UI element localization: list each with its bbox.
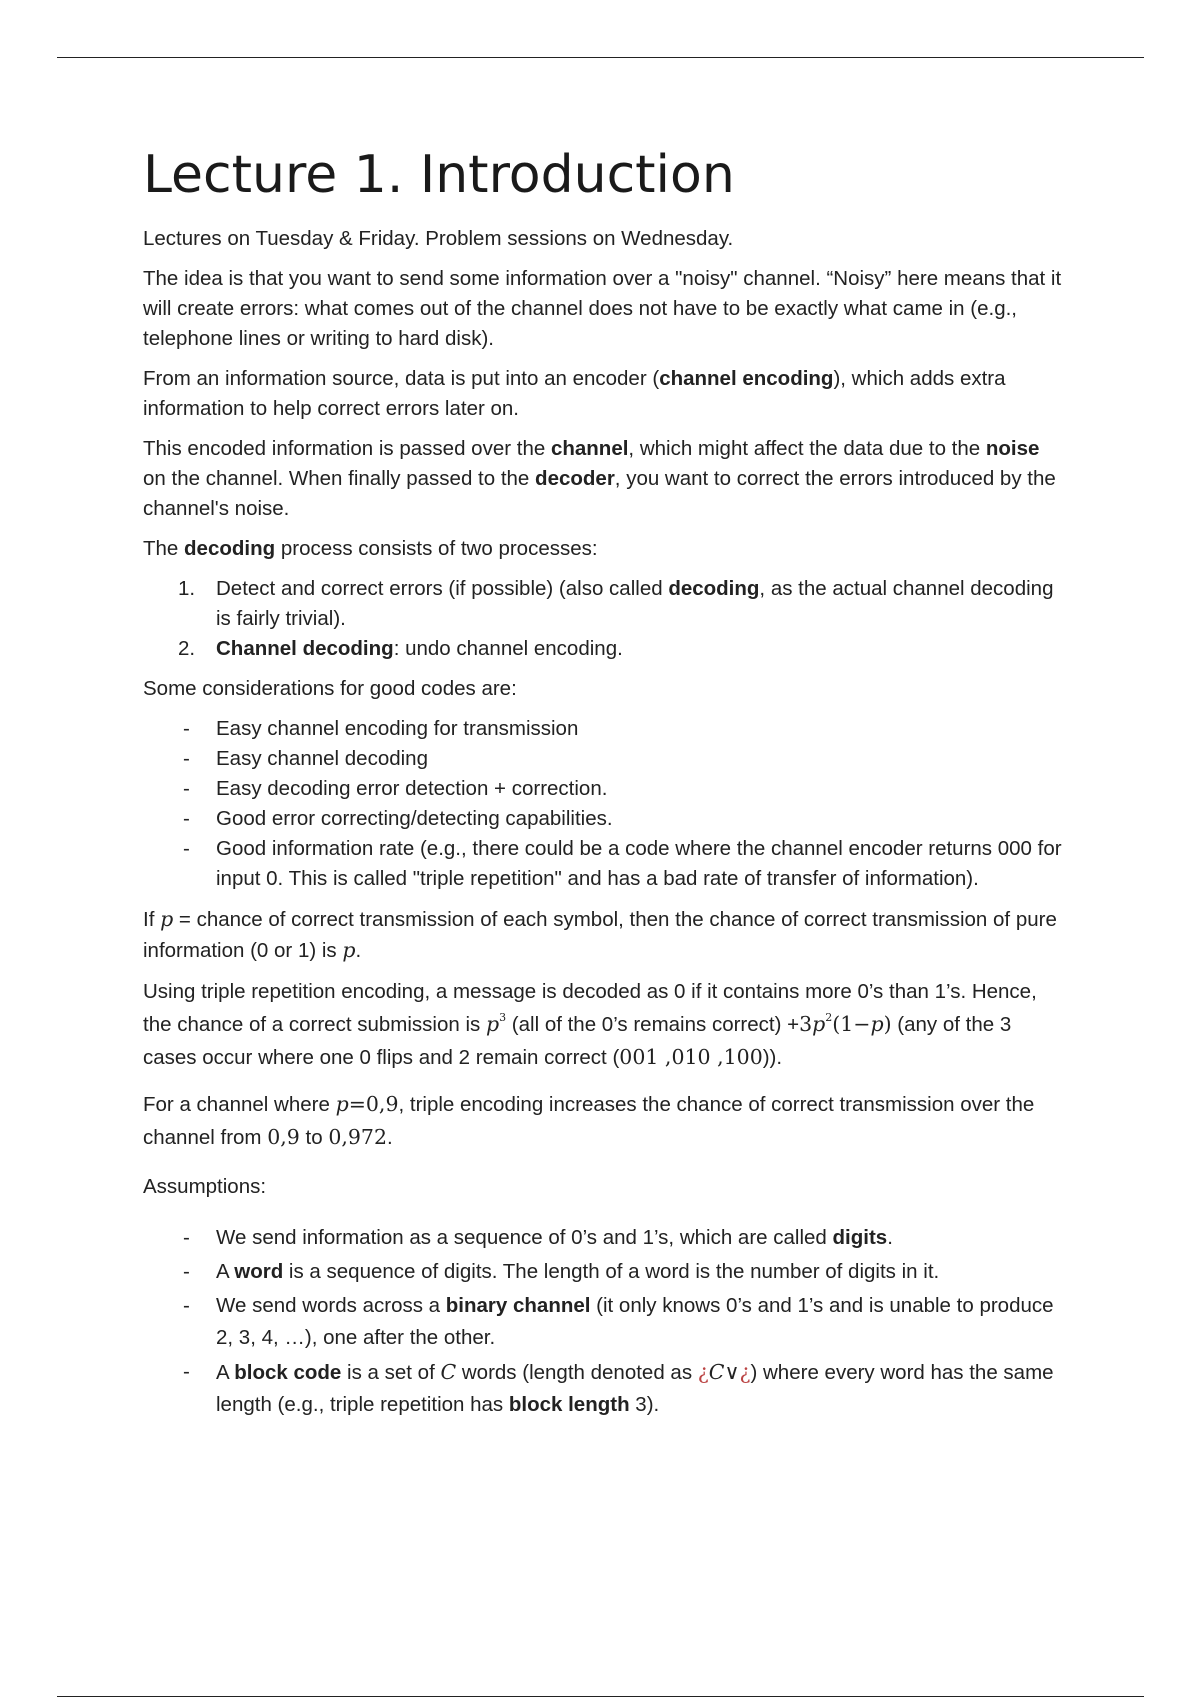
schedule-paragraph: Lectures on Tuesday & Friday. Problem sessions on Wednesday. <box>143 227 734 250</box>
math-p: p <box>812 1012 826 1036</box>
math-set: 001 ,010 ,100 <box>619 1045 763 1069</box>
bottom-rule <box>57 1696 1144 1697</box>
decoding-steps-list <box>143 574 1063 664</box>
term-channel-decoding: Channel decoding <box>216 637 394 660</box>
math-paren: ) <box>883 1012 892 1036</box>
math-exponent: 2 <box>825 1011 833 1025</box>
term-word: word <box>234 1260 284 1283</box>
considerations-intro: Some considerations for good codes are: <box>143 677 517 700</box>
term-channel: channel <box>550 437 629 460</box>
math-equals: =0,9 <box>348 1092 399 1116</box>
math-from-value: 0,9 <box>267 1125 300 1149</box>
list-item: - We send words across a binary channel (it only knows 0’s and 1’s and is unable to produce 2, 3, 4, …), one after the other. <box>183 1294 1054 1349</box>
channel-example-paragraph: For a channel where p=0,9, triple encoding increases the chance of correct transmission over the channel from 0,9 to 0,972. <box>143 1092 1035 1149</box>
math-glyph: ¿ <box>739 1360 751 1384</box>
list-item: - Easy decoding error detection + correction. <box>183 777 608 800</box>
math-p: p <box>870 1012 884 1036</box>
math-p: p <box>485 1012 500 1036</box>
list-item: - We send information as a sequence of 0’s and 1’s, which are called digits. <box>183 1226 893 1249</box>
term-channel-encoding: channel encoding <box>659 367 834 390</box>
list-item: - Easy channel encoding for transmission <box>183 717 579 740</box>
term-block-code: block code <box>234 1361 342 1384</box>
assumptions-list <box>143 1222 1063 1421</box>
math-coefficient: 3 <box>799 1012 813 1036</box>
term-noise: noise <box>985 437 1040 460</box>
list-item: - A block code is a set of C words (length denoted as ¿C∨¿) where every word has the same length (e.g., triple repetition has block length 3). <box>183 1360 1054 1416</box>
list-item: 2. Channel decoding: undo channel encoding. <box>178 637 623 660</box>
top-rule <box>57 57 1144 58</box>
math-p: p <box>342 938 356 962</box>
math-to-value: 0,972 <box>328 1125 387 1149</box>
list-item: - Good information rate (e.g., there could be a code where the channel encoder returns 000 for input 0. This is called "triple repetition" and has a bad rate of transfer of information). <box>183 837 1062 890</box>
lecture-title: Lecture 1. Introduction <box>143 145 735 205</box>
list-item: - Good error correcting/detecting capabilities. <box>183 807 613 830</box>
math-glyph: ∨ <box>724 1360 740 1384</box>
decoding-paragraph: The decoding process consists of two processes: <box>143 537 598 560</box>
noisy-channel-paragraph: The idea is that you want to send some information over a "noisy" channel. “Noisy” here means that it will create errors: what comes out of the channel does not have to be exactly what came in (e.g., telephone lines or writing to hard disk). <box>143 267 1062 350</box>
list-item: - A word is a sequence of digits. The length of a word is the number of digits in it. <box>183 1260 940 1283</box>
document-page <box>143 140 1063 1431</box>
math-c: C <box>708 1360 725 1384</box>
term-digits: digits <box>832 1226 888 1249</box>
term-binary-channel: binary channel <box>445 1294 591 1317</box>
considerations-list <box>143 714 1063 894</box>
math-paren: (1− <box>832 1012 871 1036</box>
math-p: p <box>335 1092 349 1116</box>
math-c: C <box>440 1360 457 1384</box>
list-item: 1. Detect and correct errors (if possible) (also called decoding, as the actual channel decoding is fairly trivial). <box>178 577 1054 630</box>
math-p: p <box>160 907 174 931</box>
term-block-length: block length <box>508 1393 630 1416</box>
assumptions-heading: Assumptions: <box>143 1175 267 1198</box>
probability-paragraph: If p = chance of correct transmission of each symbol, then the chance of correct transmission of pure information (0 or 1) is p. <box>143 907 1057 962</box>
encoder-paragraph: From an information source, data is put into an encoder (channel encoding), which adds extra information to help correct errors later on. <box>143 367 1006 420</box>
term-decoding: decoding <box>668 577 760 600</box>
channel-paragraph: This encoded information is passed over the channel, which might affect the data due to the noise on the channel. When finally passed to the decoder, you want to correct the errors introduced by the channel's noise. <box>143 437 1056 520</box>
math-exponent: 3 <box>499 1011 507 1025</box>
triple-repetition-paragraph: Using triple repetition encoding, a message is decoded as 0 if it contains more 0’s than 1’s. Hence, the chance of a correct submission is $p^3$ (all of the 0’s remains correct) $+3p^2(1-p)$ (any of the 3 cases occur where one 0 flips and 2 remain correct (001 ,010 ,100)). <box>143 980 1037 1069</box>
math-glyph: ¿ <box>697 1360 709 1384</box>
term-decoding: decoding <box>184 537 276 560</box>
list-item: - Easy channel decoding <box>183 747 428 770</box>
term-decoder: decoder <box>535 467 615 490</box>
